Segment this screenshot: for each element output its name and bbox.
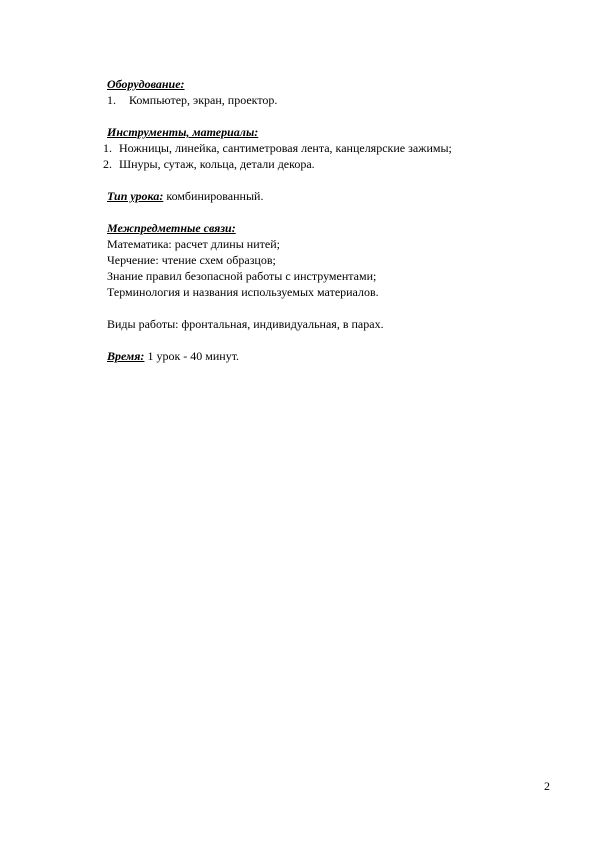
- time-label: Время:: [107, 349, 145, 363]
- interdisciplinary-heading: Межпредметные связи:: [107, 221, 236, 235]
- tools-heading: Инструменты, материалы:: [107, 125, 259, 139]
- page-number: 2: [544, 779, 550, 793]
- lesson-type-label: Тип урока:: [107, 189, 164, 203]
- equipment-item: [107, 92, 537, 108]
- interdisciplinary-line: Черчение: чтение схем образцов;: [107, 253, 276, 267]
- list-number: 1.: [107, 93, 116, 107]
- equipment-heading: Оборудование:: [107, 77, 185, 91]
- work-types-line: Виды работы: фронтальная, индивидуальная, в парах.: [107, 317, 384, 331]
- interdisciplinary-heading-line: [107, 220, 537, 236]
- lesson-type-line: [107, 188, 537, 204]
- list-number: 2.: [103, 157, 112, 171]
- list-text: Шнуры, сутаж, кольца, детали декора.: [119, 157, 315, 171]
- page-content: [103, 76, 537, 364]
- list-number: 1.: [103, 141, 112, 155]
- equipment-list: [107, 92, 537, 108]
- list-text: Компьютер, экран, проектор.: [129, 93, 278, 107]
- interdisciplinary-line: Знание правил безопасной работы с инструментами;: [107, 269, 377, 283]
- equipment-heading-line: [107, 76, 537, 92]
- time-value: 1 урок - 40 минут.: [144, 349, 240, 363]
- tools-item: [103, 156, 537, 172]
- time-line: [107, 348, 537, 364]
- tools-item: [103, 140, 537, 156]
- interdisciplinary-line: Терминология и названия используемых материалов.: [107, 285, 379, 299]
- tools-list: [103, 140, 537, 172]
- lesson-type-value: комбинированный.: [163, 189, 264, 203]
- list-text: Ножницы, линейка, сантиметровая лента, канцелярские зажимы;: [119, 141, 452, 155]
- tools-heading-line: [107, 124, 537, 140]
- interdisciplinary-line: Математика: расчет длины нитей;: [107, 237, 280, 251]
